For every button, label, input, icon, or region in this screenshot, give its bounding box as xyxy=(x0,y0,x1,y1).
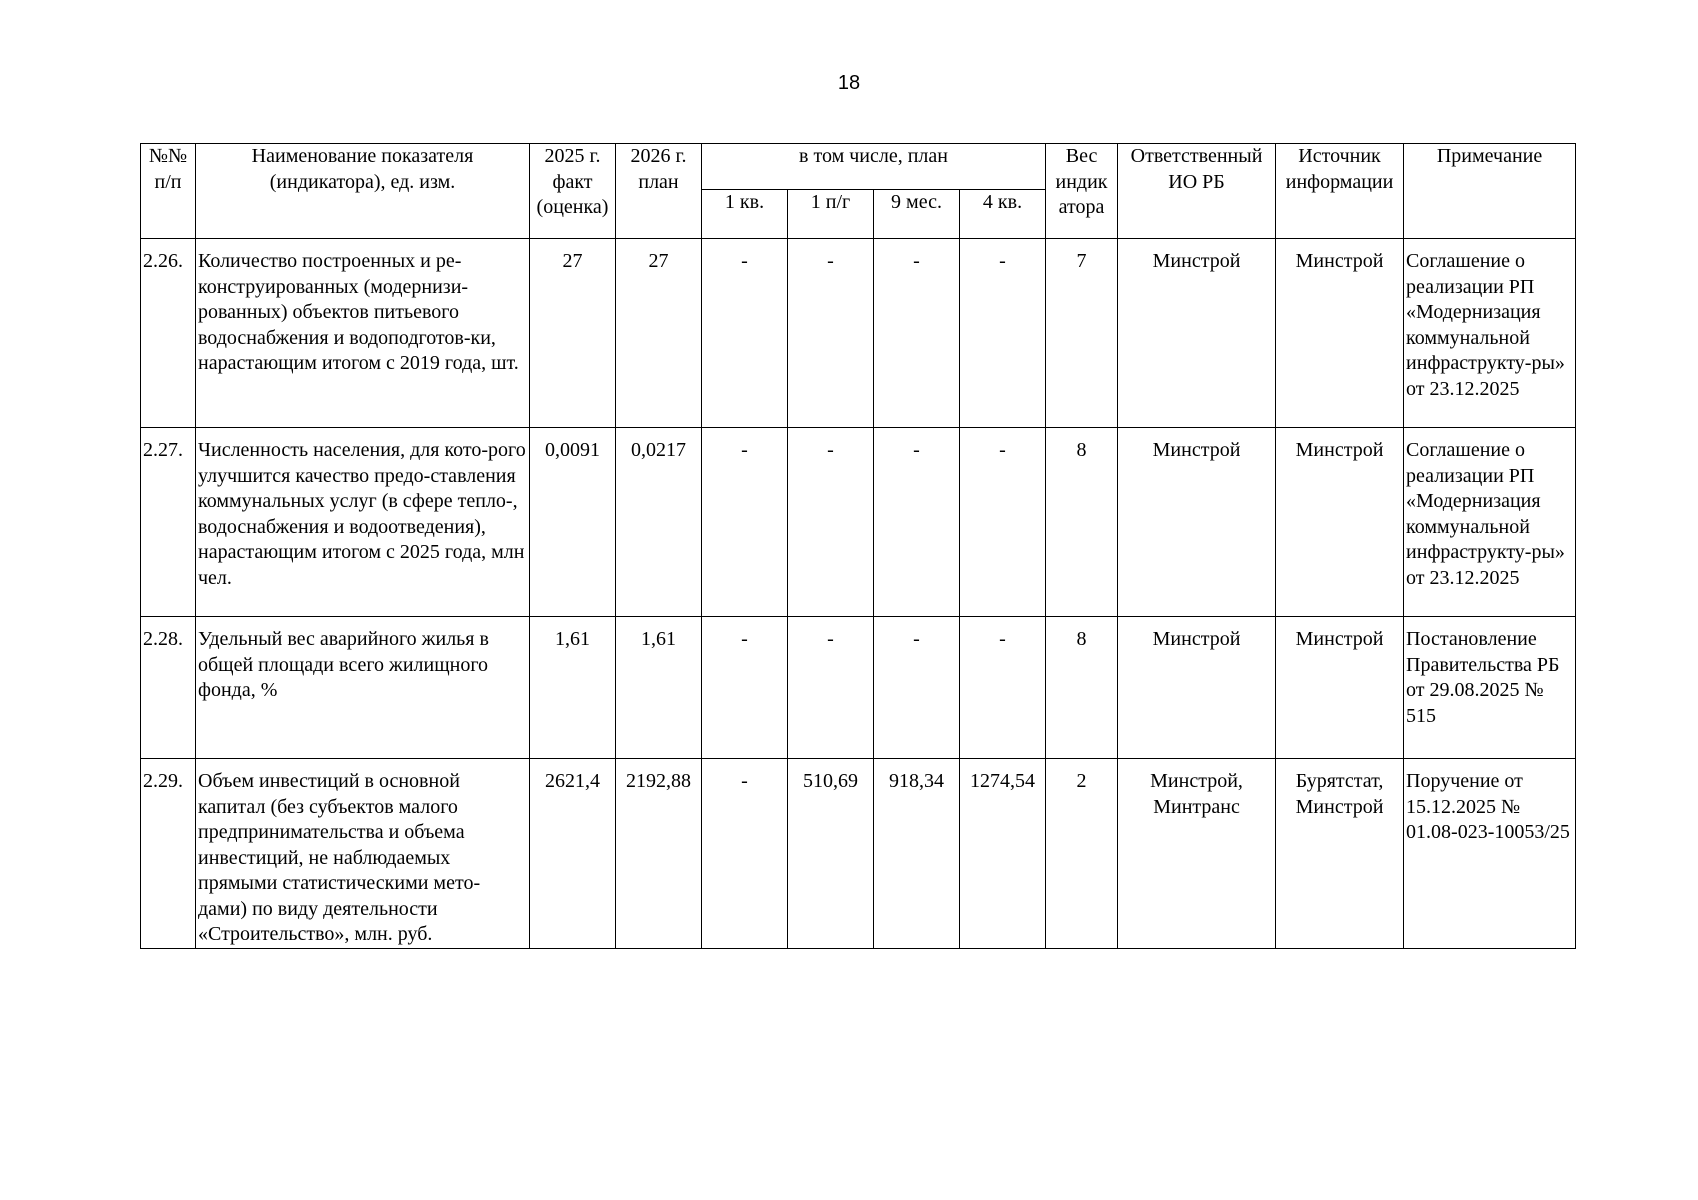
row-source: Минстрой xyxy=(1276,617,1404,759)
row-source: Бурятстат, Минстрой xyxy=(1276,759,1404,949)
row-responsible: Минстрой, Минтранс xyxy=(1118,759,1276,949)
row-source: Минстрой xyxy=(1276,239,1404,428)
header-fact-2025: 2025 г. факт (оценка) xyxy=(530,144,616,239)
row-h1: - xyxy=(788,428,874,617)
row-num: 2.29. xyxy=(141,759,196,949)
row-q4: - xyxy=(960,428,1046,617)
row-9m: 918,34 xyxy=(874,759,960,949)
row-h1: 510,69 xyxy=(788,759,874,949)
table-row xyxy=(141,759,1576,949)
row-fact-2025: 1,61 xyxy=(530,617,616,759)
row-weight: 8 xyxy=(1046,617,1118,759)
header-num: №№ п/п xyxy=(141,144,196,239)
row-num: 2.27. xyxy=(141,428,196,617)
row-note: Соглашение о реализации РП «Модернизация коммунальной инфраструкту-ры» от 23.12.2025 xyxy=(1404,239,1576,428)
row-h1: - xyxy=(788,239,874,428)
header-note: Примечание xyxy=(1404,144,1576,239)
header-q1: 1 кв. xyxy=(702,190,788,239)
row-responsible: Минстрой xyxy=(1118,428,1276,617)
row-q1: - xyxy=(702,239,788,428)
row-weight: 2 xyxy=(1046,759,1118,949)
page-number: 18 xyxy=(837,72,861,94)
header-weight: Вес индик атора xyxy=(1046,144,1118,239)
table-header-row xyxy=(141,144,1576,190)
row-fact-2025: 27 xyxy=(530,239,616,428)
row-note: Постановление Правительства РБ от 29.08.2025 № 515 xyxy=(1404,617,1576,759)
row-fact-2025: 0,0091 xyxy=(530,428,616,617)
header-h1: 1 п/г xyxy=(788,190,874,239)
row-name: Численность населения, для кото-рого улучшится качество предо-ставления коммунальных услуг (в сфере тепло-, водоснабжения и водоотведения), нарастающим итогом с 2025 года, млн чел. xyxy=(196,428,530,617)
row-name: Объем инвестиций в основной капитал (без субъектов малого предпринимательства и объема инвестиций, не наблюдаемых прямыми статистическими мето-дами) по виду деятельности «Строительство», млн. руб. xyxy=(196,759,530,949)
row-q1: - xyxy=(702,617,788,759)
row-q1: - xyxy=(702,428,788,617)
row-source: Минстрой xyxy=(1276,428,1404,617)
row-9m: - xyxy=(874,239,960,428)
row-q4: 1274,54 xyxy=(960,759,1046,949)
header-incl-plan: в том числе, план xyxy=(702,144,1046,190)
row-responsible: Минстрой xyxy=(1118,239,1276,428)
row-name: Удельный вес аварийного жилья в общей площади всего жилищного фонда, % xyxy=(196,617,530,759)
row-q4: - xyxy=(960,239,1046,428)
header-9m: 9 мес. xyxy=(874,190,960,239)
row-num: 2.26. xyxy=(141,239,196,428)
header-source: Источник информации xyxy=(1276,144,1404,239)
row-plan-2026: 1,61 xyxy=(616,617,702,759)
table-row xyxy=(141,617,1576,759)
row-weight: 8 xyxy=(1046,428,1118,617)
table-row xyxy=(141,239,1576,428)
row-plan-2026: 2192,88 xyxy=(616,759,702,949)
row-h1: - xyxy=(788,617,874,759)
row-num: 2.28. xyxy=(141,617,196,759)
row-9m: - xyxy=(874,428,960,617)
header-q4: 4 кв. xyxy=(960,190,1046,239)
header-name: Наименование показателя (индикатора), ед. изм. xyxy=(196,144,530,239)
row-plan-2026: 0,0217 xyxy=(616,428,702,617)
row-q1: - xyxy=(702,759,788,949)
row-9m: - xyxy=(874,617,960,759)
row-responsible: Минстрой xyxy=(1118,617,1276,759)
indicators-table xyxy=(140,143,1576,949)
row-note: Поручение от 15.12.2025 № 01.08-023-10053/25 xyxy=(1404,759,1576,949)
row-note: Соглашение о реализации РП «Модернизация коммунальной инфраструкту-ры» от 23.12.2025 xyxy=(1404,428,1576,617)
header-responsible: Ответственный ИО РБ xyxy=(1118,144,1276,239)
row-q4: - xyxy=(960,617,1046,759)
table-row xyxy=(141,428,1576,617)
row-fact-2025: 2621,4 xyxy=(530,759,616,949)
row-name: Количество построенных и ре-конструированных (модернизи-рованных) объектов питьевого водоснабжения и водоподготов-ки, нарастающим итогом с 2019 года, шт. xyxy=(196,239,530,428)
row-weight: 7 xyxy=(1046,239,1118,428)
row-plan-2026: 27 xyxy=(616,239,702,428)
header-plan-2026: 2026 г. план xyxy=(616,144,702,239)
